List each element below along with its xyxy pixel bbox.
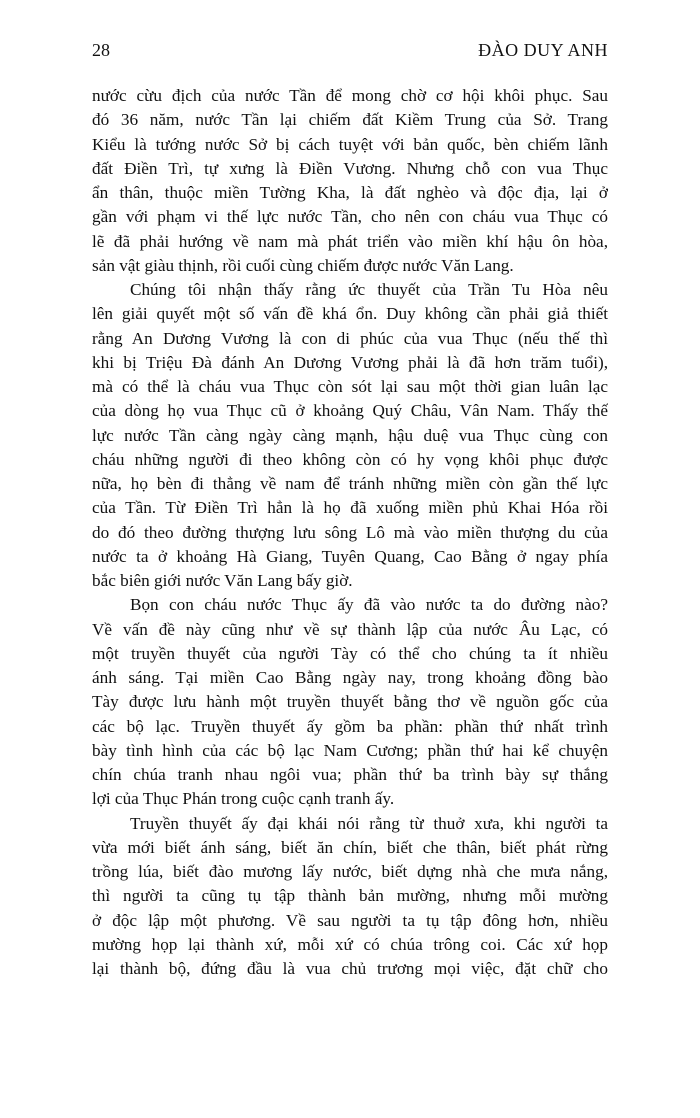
paragraph-1 [92, 84, 608, 278]
text-line: nữa, họ bèn đi thẳng về nam để tránh những miền còn gần thế lực [92, 474, 608, 493]
text-line: lợi của Thục Phán trong cuộc cạnh tranh ấy. [92, 789, 395, 809]
text-line: lực nước Tần càng ngày càng mạnh, hậu duệ vua Thục cùng con [92, 425, 608, 445]
body-text [92, 84, 608, 981]
text-line: đất Điền Trì, tự xưng là Điền Vương. Nhưng chỗ con vua Thục [92, 158, 608, 178]
text-line: lên giải quyết một số vấn đề khá ổn. Duy không cần phải giả thiết [92, 304, 608, 324]
text-line: nước cừu địch của nước Tần để mong chờ cơ hội khôi phục. Sau [92, 86, 608, 105]
page-number: 28 [92, 40, 110, 60]
text-line: bắc biên giới nước Văn Lang bấy giờ. [92, 571, 353, 590]
text-line: nước ta ở khoảng Hà Giang, Tuyên Quang, Cao Bằng ở ngay phía [92, 546, 608, 566]
running-head-author: ĐÀO DUY ANH [478, 40, 608, 60]
text-line: của dòng họ vua Thục cũ ở khoảng Quý Châu, Vân Nam. Thấy thế [92, 401, 608, 421]
paragraph-4 [92, 812, 608, 982]
text-line: gần với phạm vi thế lực nước Tần, cho nên con cháu vua Thục có [92, 207, 608, 227]
text-line: Bọn con cháu nước Thục ấy đã vào nước ta do đường nào? [130, 595, 608, 615]
text-line: khi bị Triệu Đà đánh An Dương Vương phải là đã hơn trăm tuổi), [92, 352, 608, 372]
page-header [92, 40, 608, 64]
text-line: trồng lúa, biết đào mương lấy nước, biết dựng nhà che mưa nắng, [92, 862, 608, 881]
text-line: ánh sáng. Tại miền Cao Bằng ngày nay, trong khoảng đồng bào [92, 668, 608, 687]
text-line: Kiểu là tướng nước Sở bị cách tuyệt với bản quốc, bèn chiếm lãnh [92, 134, 608, 154]
text-line: của Tần. Từ Điền Trì hẳn là họ đã xuống miền phủ Khai Hóa rồi [92, 498, 608, 518]
text-line: cháu những người đi theo không còn có hy vọng khôi phục được [92, 449, 608, 469]
text-line: rằng An Dương Vương là con di phúc của vua Thục (nếu thế thì [92, 328, 608, 348]
text-line: bày tình hình của các bộ lạc Nam Cương; phần thứ hai kể chuyện [92, 740, 608, 760]
text-line: các bộ lạc. Truyền thuyết ấy gồm ba phần: phần thứ nhất trình [92, 716, 608, 736]
paragraph-2 [92, 278, 608, 593]
text-line: chín chúa tranh nhau ngôi vua; phần thứ ba trình bày sự thắng [92, 765, 608, 784]
text-line: ẩn thân, thuộc miền Tường Kha, là đất nghèo và độc địa, lại ở [92, 183, 608, 202]
text-line: do đó theo đường thượng lưu sông Lô mà vào miền thượng du của [92, 522, 608, 542]
text-line: ở độc lập một phương. Về sau người ta tụ tập đông hơn, nhiều [92, 910, 608, 930]
text-line: Tày được lưu hành một truyền thuyết bằng thơ về nguồn gốc của [92, 692, 608, 712]
text-line: một truyền thuyết của người Tày có thể cho chúng ta ít nhiều [92, 643, 608, 663]
text-line: Về vấn đề này cũng như về sự thành lập của nước Âu Lạc, có [92, 619, 608, 639]
text-line: lại thành bộ, đứng đầu là vua chủ trương mọi việc, đặt chữ cho [92, 959, 608, 978]
text-line: mường họp lại thành xứ, mỗi xứ có chúa trông coi. Các xứ họp [92, 934, 608, 954]
text-line: lẽ đã phải hướng về nam mà phát triển vào miền khí hậu ôn hòa, [92, 231, 608, 251]
paragraph-3 [92, 593, 608, 811]
text-line: vừa mới biết ánh sáng, biết ăn chín, biết che thân, biết phát rừng [92, 837, 608, 857]
text-line: sản vật giàu thịnh, rồi cuối cùng chiếm được nước Văn Lang. [92, 255, 514, 275]
text-line: Truyền thuyết ấy đại khái nói rằng từ thuở xưa, khi người ta [130, 813, 608, 833]
text-line: mà có thể là cháu vua Thục còn sót lại sau một thời gian luân lạc [92, 377, 608, 396]
text-line: thì người ta cũng tụ tập thành bản mường, nhưng mỗi mường [92, 886, 608, 906]
text-line: Chúng tôi nhận thấy rằng ức thuyết của Trần Tu Hòa nêu [130, 280, 608, 299]
text-line: đó 36 năm, nước Tần lại chiếm đất Kiềm Trung của Sở. Trang [92, 110, 608, 130]
